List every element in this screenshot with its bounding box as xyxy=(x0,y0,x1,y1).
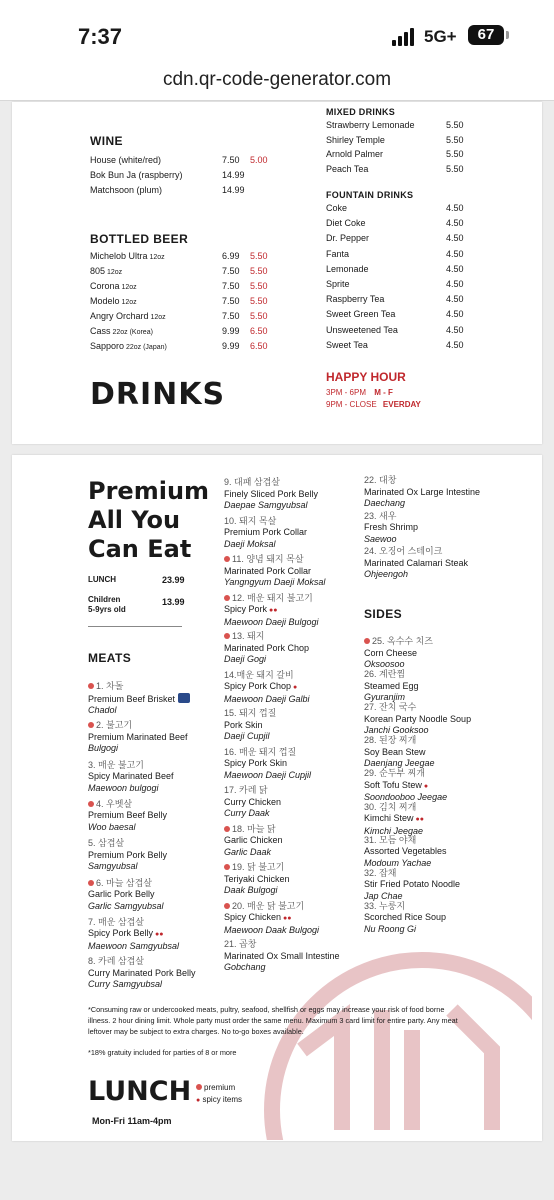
menu-item xyxy=(88,760,238,795)
drink-row xyxy=(90,184,280,197)
battery-tip xyxy=(506,31,509,39)
item-english-name: Garlic Pork Belly xyxy=(88,889,155,899)
item-english-name: Teriyaki Chicken xyxy=(224,873,290,884)
happy-hour-line-1: 3PM - 6PM M - F xyxy=(326,388,393,397)
drink-row xyxy=(326,263,476,276)
spicy-pepper-icon: ●● xyxy=(267,607,278,614)
item-korean-name: 28. 된장 찌개 xyxy=(364,735,417,746)
drink-size: 12oz xyxy=(119,299,137,306)
menu-item xyxy=(364,868,514,903)
item-english-name: Marinated Ox Small Intestine xyxy=(224,950,340,961)
drink-price: 5.50 xyxy=(446,149,464,159)
item-romanized-name: Maewoon bulgogi xyxy=(88,782,159,793)
item-korean-name: 10. 돼지 목살 xyxy=(224,515,277,526)
food-menu-card xyxy=(12,455,542,1141)
item-korean-name: 4. 우벳살 xyxy=(88,799,238,811)
drink-name: 805 12oz xyxy=(90,266,123,276)
item-english-name: Spicy Marinated Beef xyxy=(88,771,174,782)
item-english-name: Stir Fried Potato Noodle xyxy=(364,879,461,890)
gratuity-note: *18% gratuity included for parties of 8 or more xyxy=(88,1048,237,1057)
drink-name: Strawberry Lemonade xyxy=(326,120,415,130)
item-korean-name: 9. 대패 삼겹살 xyxy=(224,477,280,487)
network-type: 5G+ xyxy=(424,27,457,46)
drink-size: 22oz (Korea) xyxy=(110,329,153,336)
item-romanized-name: Oksoosoo xyxy=(364,659,405,669)
battery-icon: 67 xyxy=(468,25,504,45)
item-romanized-name: Yangngyum Daeji Moksal xyxy=(224,577,326,587)
item-english-name: Garlic Chicken xyxy=(224,835,283,845)
item-romanized-name: Maewoon Samgyubsal xyxy=(88,940,180,951)
item-romanized-name: Samgyubsal xyxy=(88,861,138,872)
item-romanized-name: Daeji Cupjil xyxy=(224,731,270,741)
menu-item xyxy=(224,785,374,820)
happy-hour-line-2: 9PM - CLOSE EVERDAY xyxy=(326,400,421,409)
drink-row xyxy=(326,324,476,337)
item-korean-name: 20. 매운 닭 불고기 xyxy=(224,901,374,913)
item-korean-name: 2. 불고기 xyxy=(88,720,238,732)
drink-happy-price: 5.50 xyxy=(250,311,268,321)
drink-size: 12oz xyxy=(148,314,166,321)
drink-name: Lemonade xyxy=(326,263,369,274)
drink-price: 4.50 xyxy=(446,263,464,274)
item-english-name: Corn Cheese xyxy=(364,647,418,658)
item-english-name: Korean Party Noodle Soup xyxy=(364,713,472,724)
premium-dot-icon xyxy=(88,801,94,807)
drink-row xyxy=(326,148,476,161)
disclaimer-notes: *Consuming raw or undercooked meats, pultry, seafood, shellfish or eggs may increase your risk of food borne illness. 2 hour dining limit. Whole party must order the same menu. Maximum 3 card limit for entire party. Any meat leftover may be subject to extra charges. No to-go boxes available. xyxy=(88,1005,458,1036)
drink-price: 9.99 xyxy=(222,341,240,351)
ayce-title: Premium All You Can Eat xyxy=(88,477,210,563)
item-romanized-name: Daeji Gogi xyxy=(224,654,267,664)
drink-name: Sapporo 22oz (Japan) xyxy=(90,341,167,351)
menu-item xyxy=(224,901,374,937)
drink-happy-price: 6.50 xyxy=(250,326,268,336)
item-korean-name: 31. 모듬 야채 xyxy=(364,834,417,845)
premium-dot-icon xyxy=(224,556,230,562)
item-english-name: Marinated Calamari Steak xyxy=(364,557,469,568)
divider xyxy=(88,626,182,627)
item-romanized-name: Maewoon Daak Bulgogi xyxy=(224,924,320,935)
drink-name: Arnold Palmer xyxy=(326,149,384,159)
item-romanized-name: Maewoon Daeji Galbi xyxy=(224,693,310,704)
menu-item xyxy=(364,901,514,936)
premium-dot-icon xyxy=(364,638,370,644)
item-english-name: Pork Skin xyxy=(224,719,263,730)
drink-row xyxy=(326,217,476,230)
menu-item xyxy=(88,917,238,953)
address-bar[interactable] xyxy=(0,66,554,101)
item-romanized-name: Daechang xyxy=(364,498,406,508)
url-text[interactable]: cdn.qr-code-generator.com xyxy=(162,69,392,90)
menu-item xyxy=(88,720,238,755)
item-korean-name: 30. 김치 찌개 xyxy=(364,801,417,812)
menu-item xyxy=(224,477,374,512)
drink-name: Michelob Ultra 12oz xyxy=(90,251,165,261)
drink-name: Sweet Tea xyxy=(326,339,368,350)
lunch-title: LUNCH xyxy=(88,1076,192,1107)
drink-size: 12oz xyxy=(105,269,123,276)
menu-item xyxy=(364,636,514,671)
drink-row xyxy=(90,340,280,353)
drink-name: Corona 12oz xyxy=(90,281,137,291)
menu-item xyxy=(224,554,374,589)
item-korean-name: 15. 돼지 껍질 xyxy=(224,708,277,718)
menu-item xyxy=(364,802,514,838)
item-romanized-name: Garlic Daak xyxy=(224,846,272,857)
drink-size: 12oz xyxy=(147,254,165,261)
premium-dot-icon xyxy=(224,903,230,909)
item-romanized-name: Bulgogi xyxy=(88,743,119,754)
item-english-name: Premium Pork Belly xyxy=(88,849,168,860)
item-romanized-name: Woo baesal xyxy=(88,821,136,832)
item-english-name: Spicy Pork Skin xyxy=(224,758,288,768)
item-korean-name: 23. 새우 xyxy=(364,510,397,521)
item-korean-name: 8. 카레 삼겹살 xyxy=(88,956,144,967)
item-korean-name: 14.매운 돼지 갈비 xyxy=(224,669,294,680)
drink-price: 5.50 xyxy=(446,134,464,145)
legend-spicy: ● spicy items xyxy=(196,1095,243,1104)
item-korean-name: 17. 카레 닭 xyxy=(224,785,268,795)
menu-item xyxy=(364,735,514,770)
item-romanized-name: Chadol xyxy=(88,705,117,715)
drink-price: 5.50 xyxy=(446,163,464,174)
item-romanized-name: Daeji Moksal xyxy=(224,538,276,549)
item-romanized-name: Kimchi Jeegae xyxy=(364,825,424,836)
drink-happy-price: 5.50 xyxy=(250,281,268,291)
item-english-name: Kimchi Stew ●● xyxy=(364,813,424,823)
item-korean-name: 25. 옥수수 치즈 xyxy=(364,636,514,648)
drink-name: Shirley Temple xyxy=(326,134,385,145)
premium-dot-icon xyxy=(88,683,94,689)
drink-price: 4.50 xyxy=(446,279,464,289)
drink-name: Modelo 12oz xyxy=(90,296,137,306)
menu-item xyxy=(88,838,238,873)
premium-dot-icon xyxy=(224,864,230,870)
item-korean-name: 5. 삼겹살 xyxy=(88,838,125,849)
lunch-price-label: LUNCH xyxy=(88,575,116,584)
drink-name: Matchsoon (plum) xyxy=(90,185,163,195)
children-label: Children 5-9yrs old xyxy=(88,595,126,614)
item-romanized-name: Janchi Gooksoo xyxy=(364,725,429,736)
drink-happy-price: 5.50 xyxy=(250,266,268,276)
item-english-name: Premium Beef Belly xyxy=(88,810,168,821)
wine-heading: WINE xyxy=(90,134,123,148)
item-romanized-name: Daenjang Jeegae xyxy=(364,758,435,769)
drink-name: Fanta xyxy=(326,248,350,259)
item-english-name: Curry Marinated Pork Belly xyxy=(88,967,196,978)
drinks-title: DRINKS xyxy=(90,377,226,412)
menu-item xyxy=(88,681,238,717)
item-romanized-name: Gobchang xyxy=(224,962,266,972)
drink-price: 9.99 xyxy=(222,326,240,336)
drink-name: Cass 22oz (Korea) xyxy=(90,326,153,336)
drink-price: 6.99 xyxy=(222,251,240,261)
legend-premium: premium xyxy=(196,1083,235,1092)
drink-price: 14.99 xyxy=(222,170,245,180)
drink-price: 4.50 xyxy=(446,248,464,259)
spicy-pepper-icon: ●● xyxy=(413,816,424,823)
drink-row xyxy=(90,280,280,293)
drink-price: 4.50 xyxy=(446,324,464,335)
spicy-pepper-icon: ● xyxy=(291,684,298,691)
drink-name: House (white/red) xyxy=(90,155,162,165)
drink-happy-price: 6.50 xyxy=(250,341,268,351)
menu-item xyxy=(364,511,514,546)
item-romanized-name: Gyuranjim xyxy=(364,692,406,703)
lunch-hours: Mon-Fri 11am-4pm xyxy=(92,1116,172,1126)
menu-item xyxy=(364,702,514,737)
drink-name: Sweet Green Tea xyxy=(326,309,396,320)
usda-badge-icon xyxy=(178,693,190,703)
spicy-pepper-icon: ●● xyxy=(281,915,292,922)
menu-item xyxy=(364,475,514,510)
menu-item xyxy=(88,956,238,991)
drink-happy-price: 5.50 xyxy=(250,296,268,306)
drink-size: 12oz xyxy=(119,284,137,291)
item-english-name: Premium Marinated Beef xyxy=(88,731,188,742)
item-korean-name: 22. 대창 xyxy=(364,475,397,485)
drink-name: Bok Bun Ja (raspberry) xyxy=(90,170,183,180)
drink-price: 7.50 xyxy=(222,266,240,276)
drink-price: 4.50 xyxy=(446,339,464,350)
drink-size: 22oz (Japan) xyxy=(124,344,167,351)
item-romanized-name: Curry Daak xyxy=(224,808,270,818)
menu-item xyxy=(88,799,238,834)
drink-row xyxy=(326,134,476,147)
item-romanized-name: Curry Samgyubsal xyxy=(88,979,163,990)
item-korean-name: 19. 닭 불고기 xyxy=(224,862,374,874)
item-english-name: Fresh Shrimp xyxy=(364,522,419,532)
drink-happy-price: 5.00 xyxy=(250,155,268,165)
item-english-name: Assorted Vegetables xyxy=(364,846,447,857)
menu-item xyxy=(364,546,514,581)
spicy-pepper-icon: ●● xyxy=(153,931,164,939)
menu-item xyxy=(364,768,514,804)
item-korean-name: 3. 매운 불고기 xyxy=(88,759,144,770)
item-romanized-name: Garlic Samgyubsal xyxy=(88,900,164,911)
drink-price: 7.50 xyxy=(222,296,240,306)
drink-price: 5.50 xyxy=(446,120,464,130)
spicy-pepper-icon: ● xyxy=(421,782,429,790)
drink-price: 4.50 xyxy=(446,233,464,244)
item-korean-name: 18. 마늘 닭 xyxy=(224,824,374,836)
item-romanized-name: Jap Chae xyxy=(364,890,403,901)
item-english-name: Curry Chicken xyxy=(224,796,282,807)
menu-item xyxy=(224,939,374,974)
item-english-name: Steamed Egg xyxy=(364,680,419,691)
premium-dot-icon xyxy=(224,595,230,601)
item-korean-name: 33. 누룽지 xyxy=(364,900,406,911)
drink-name: Angry Orchard 12oz xyxy=(90,311,166,321)
item-korean-name: 6. 마늘 삼겹살 xyxy=(88,878,238,890)
item-korean-name: 7. 매운 삼겹살 xyxy=(88,916,144,927)
item-english-name: Marinated Pork Collar xyxy=(224,565,312,576)
drink-price: 4.50 xyxy=(446,294,464,305)
status-bar xyxy=(0,0,554,66)
drink-row xyxy=(90,169,280,182)
item-english-name: Finely Sliced Pork Belly xyxy=(224,488,319,499)
menu-item xyxy=(224,862,374,897)
premium-dot-icon xyxy=(88,722,94,728)
menu-item xyxy=(88,878,238,913)
premium-dot-icon xyxy=(224,826,230,832)
premium-dot-icon xyxy=(88,880,94,886)
item-korean-name: 13. 돼지 xyxy=(224,631,374,643)
menu-item xyxy=(224,631,374,666)
item-romanized-name: Nu Roong Gi xyxy=(364,923,417,934)
drink-name: Dr. Pepper xyxy=(326,233,370,244)
drink-row xyxy=(90,265,280,278)
drink-row xyxy=(90,154,280,167)
fountain-drinks-heading: FOUNTAIN DRINKS xyxy=(326,190,414,200)
status-time: 7:37 xyxy=(78,24,123,49)
item-korean-name: 27. 잔치 국수 xyxy=(364,702,417,713)
drink-price: 7.50 xyxy=(222,281,240,291)
item-romanized-name: Daak Bulgogi xyxy=(224,885,278,895)
item-romanized-name: Ohjeengoh xyxy=(364,569,409,579)
drink-name: Raspberry Tea xyxy=(326,294,385,305)
item-korean-name: 26. 계란찜 xyxy=(364,669,406,680)
drink-row xyxy=(326,278,476,291)
item-english-name: Spicy Pork Belly ●● xyxy=(88,928,164,939)
item-romanized-name: Saewoo xyxy=(364,533,397,544)
item-english-name: Soft Tofu Stew ● xyxy=(364,779,429,790)
item-english-name: Marinated Pork Chop xyxy=(224,642,310,653)
drink-row xyxy=(326,232,476,245)
signal-icon xyxy=(392,28,416,46)
menu-item xyxy=(224,824,374,859)
menu-item xyxy=(364,835,514,870)
item-korean-name: 21. 곱창 xyxy=(224,939,257,949)
drink-row xyxy=(90,310,280,323)
menu-item xyxy=(364,669,514,704)
drink-name: Peach Tea xyxy=(326,163,369,174)
item-english-name: Soy Bean Stew xyxy=(364,746,426,757)
item-romanized-name: Maewoon Daeji Cupjil xyxy=(224,769,312,780)
drink-row xyxy=(326,163,476,176)
drink-row xyxy=(326,293,476,306)
menu-item xyxy=(224,593,374,629)
menu-item xyxy=(224,516,374,551)
item-english-name: Premium Pork Collar xyxy=(224,527,308,537)
drink-happy-price: 5.50 xyxy=(250,251,268,261)
meats-heading: MEATS xyxy=(88,651,132,665)
drink-row xyxy=(90,295,280,308)
drink-row xyxy=(326,119,476,132)
drink-row xyxy=(90,250,280,263)
drink-row xyxy=(326,202,476,215)
item-korean-name: 32. 잡채 xyxy=(364,867,397,878)
item-english-name: Premium Beef Brisket xyxy=(88,693,238,706)
lunch-price: 23.99 xyxy=(162,575,185,585)
drink-row xyxy=(326,339,476,352)
drink-name: Sprite xyxy=(326,279,350,289)
premium-dot-icon xyxy=(224,633,230,639)
menu-item xyxy=(224,670,374,706)
item-korean-name: 16. 매운 돼지 껍질 xyxy=(224,746,297,757)
item-english-name: Scorched Rice Soup xyxy=(364,912,447,923)
drink-price: 4.50 xyxy=(446,203,464,213)
drink-price: 7.50 xyxy=(222,155,240,165)
drink-row xyxy=(90,325,280,338)
item-english-name: Spicy Pork Chop ● xyxy=(224,681,298,691)
item-korean-name: 29. 순두부 찌개 xyxy=(364,768,425,779)
item-romanized-name: Modoum Yachae xyxy=(364,857,432,868)
drink-price: 4.50 xyxy=(446,218,464,229)
item-english-name: Spicy Pork ●● xyxy=(224,604,278,614)
item-romanized-name: Maewoon Daeji Bulgogi xyxy=(224,616,319,627)
menu-item xyxy=(224,747,374,782)
drink-price: 4.50 xyxy=(446,309,464,320)
item-korean-name: 12. 매운 돼지 불고기 xyxy=(224,593,374,605)
mixed-drinks-heading: MIXED DRINKS xyxy=(326,107,396,117)
drink-name: Unsweetened Tea xyxy=(326,324,398,335)
children-price: 13.99 xyxy=(162,597,185,607)
drink-row xyxy=(326,248,476,261)
item-korean-name: 1. 차돌 xyxy=(88,681,238,693)
item-korean-name: 24. 오징어 스테이크 xyxy=(364,546,443,556)
item-romanized-name: Daepae Samgyubsal xyxy=(224,500,308,510)
drinks-menu-card xyxy=(12,102,542,444)
spicy-pepper-icon: ● xyxy=(196,1097,201,1104)
menu-item xyxy=(224,708,374,743)
drink-row xyxy=(326,308,476,321)
drink-price: 14.99 xyxy=(222,185,245,195)
item-romanized-name: Soondooboo Jeegae xyxy=(364,792,448,803)
premium-dot-icon xyxy=(196,1084,202,1090)
sides-heading: SIDES xyxy=(364,607,403,621)
beer-heading: BOTTLED BEER xyxy=(90,232,189,246)
happy-hour-heading: HAPPY HOUR xyxy=(326,370,406,384)
item-english-name: Marinated Ox Large Intestine xyxy=(364,486,481,497)
drink-name: Diet Coke xyxy=(326,218,366,229)
item-english-name: Spicy Chicken ●● xyxy=(224,912,292,922)
drink-price: 7.50 xyxy=(222,311,240,321)
item-korean-name: 11. 양념 돼지 목살 xyxy=(224,554,374,566)
drink-name: Coke xyxy=(326,203,348,213)
